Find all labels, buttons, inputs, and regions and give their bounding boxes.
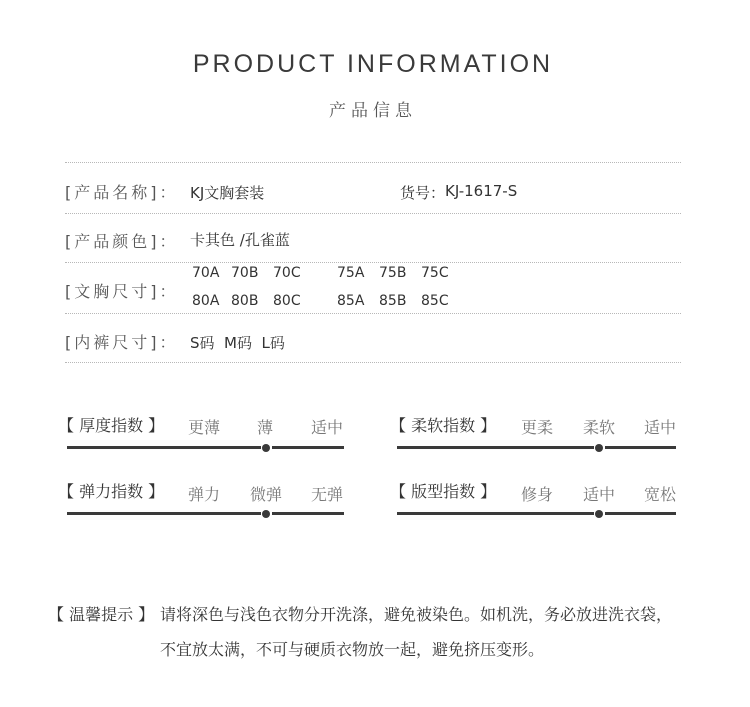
product-color-label: [产品颜色]： [65,232,179,251]
bra-size: 80A [192,293,220,309]
bra-size: 80B [231,293,259,309]
product-name-label: [产品名称]： [65,183,179,202]
bra-size: 75C [421,265,449,281]
product-color-value: 卡其色 /孔雀蓝 [190,231,290,249]
fit-scale-bar [397,512,594,515]
elasticity-index-label: 【 弹力指数 】 [58,482,165,501]
softness-scale-marker [595,444,603,452]
fit-scale-bar [605,512,676,515]
divider [65,213,681,214]
product-code-label: 货号： [400,184,446,202]
thickness-index-label: 【 厚度指数 】 [58,416,165,435]
thickness-scale-bar [272,446,344,449]
elasticity-option: 无弹 [311,485,344,504]
fit-option: 宽松 [644,485,677,504]
thickness-option: 更薄 [188,418,221,437]
bra-size: 75B [379,265,407,281]
thickness-option: 适中 [311,418,344,437]
bra-size-label: [文胸尺寸]： [65,282,179,301]
thickness-option: 薄 [257,418,274,437]
softness-option: 更柔 [521,418,554,437]
softness-scale-bar [605,446,676,449]
divider [65,362,681,363]
elasticity-option: 微弹 [250,485,283,504]
elasticity-scale-bar [67,512,261,515]
bra-size: 85A [337,293,365,309]
panty-size-label: [内裤尺寸]： [65,333,179,352]
thickness-scale-bar [67,446,261,449]
fit-option: 适中 [583,485,616,504]
divider [65,262,681,263]
product-code-value: KJ-1617-S [445,182,518,200]
softness-scale-bar [397,446,594,449]
bra-size: 70B [231,265,259,281]
page-subtitle: 产品信息 [329,101,417,121]
divider [65,313,681,314]
softness-index-label: 【 柔软指数 】 [390,416,497,435]
elasticity-scale-marker [262,510,270,518]
product-name-value: KJ文胸套装 [190,184,265,202]
elasticity-scale-bar [272,512,344,515]
panty-size-value: S码 M码 L码 [190,334,285,352]
softness-option: 柔软 [583,418,616,437]
bra-size: 70A [192,265,220,281]
care-tips-label: 【 温馨提示 】 [48,605,155,624]
bra-size: 75A [337,265,365,281]
thickness-scale-marker [262,444,270,452]
bra-size: 70C [273,265,301,281]
elasticity-option: 弹力 [188,485,221,504]
page-title: PRODUCT INFORMATION [192,50,554,78]
bra-size: 85B [379,293,407,309]
care-tips-text: 不宜放太满，不可与硬质衣物放一起，避免挤压变形。 [160,640,545,659]
fit-scale-marker [595,510,603,518]
fit-index-label: 【 版型指数 】 [390,482,497,501]
softness-option: 适中 [644,418,677,437]
care-tips-text: 请将深色与浅色衣物分开洗涤，避免被染色。如机洗，务必放进洗衣袋， [160,605,673,624]
divider [65,162,681,163]
bra-size: 80C [273,293,301,309]
bra-size: 85C [421,293,449,309]
fit-option: 修身 [521,485,554,504]
